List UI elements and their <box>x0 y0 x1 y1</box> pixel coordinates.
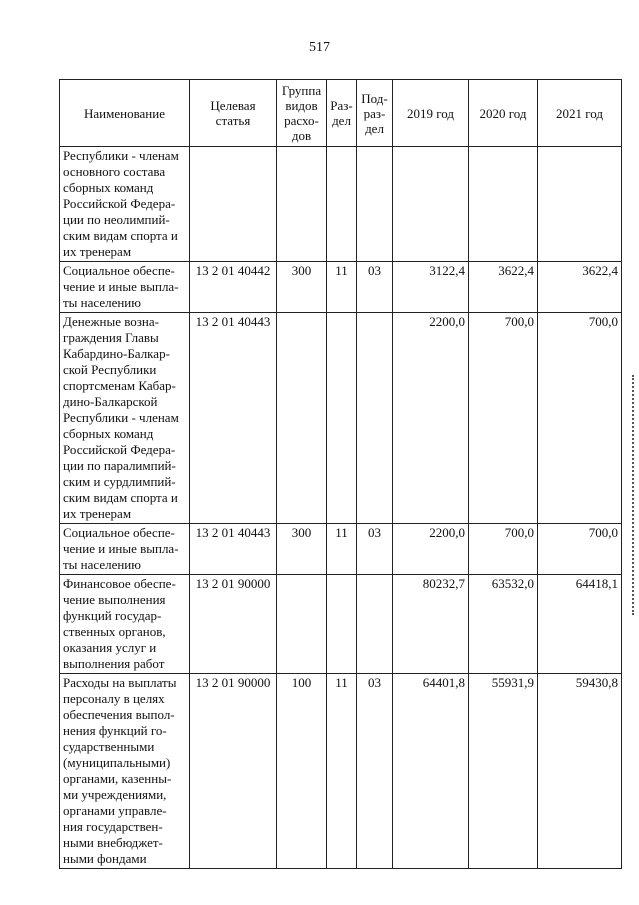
row-target-article <box>190 147 277 262</box>
row-expense-group: 300 <box>277 262 327 313</box>
table-row <box>60 147 622 262</box>
header-target-article: Целевая статья <box>190 80 277 147</box>
row-2021: 700,0 <box>538 313 622 524</box>
row-subsection: 03 <box>357 674 393 869</box>
row-2021: 59430,8 <box>538 674 622 869</box>
row-2019: 2200,0 <box>393 524 469 575</box>
row-2020: 63532,0 <box>469 575 538 674</box>
row-2019 <box>393 147 469 262</box>
page-number: 517 <box>309 40 330 55</box>
table-row <box>60 575 622 674</box>
row-name: Социальное обеспе- чение и иные выпла- ты населению <box>60 262 190 313</box>
header-2019: 2019 год <box>393 80 469 147</box>
row-section <box>327 575 357 674</box>
row-target-article: 13 2 01 40443 <box>190 524 277 575</box>
table-row <box>60 313 622 524</box>
row-2020: 700,0 <box>469 524 538 575</box>
row-2019: 2200,0 <box>393 313 469 524</box>
row-name: Республики - членам основного состава сборных команд Российской Федера- ции по неолимпий- ским видам спорта и их тренерам <box>60 147 190 262</box>
header-row <box>60 80 622 147</box>
row-expense-group <box>277 313 327 524</box>
row-expense-group: 300 <box>277 524 327 575</box>
row-2021: 700,0 <box>538 524 622 575</box>
table-row <box>60 524 622 575</box>
row-subsection: 03 <box>357 524 393 575</box>
row-section: 11 <box>327 262 357 313</box>
row-section <box>327 147 357 262</box>
row-subsection: 03 <box>357 262 393 313</box>
row-2019: 80232,7 <box>393 575 469 674</box>
header-name: Наименование <box>60 80 190 147</box>
row-expense-group <box>277 147 327 262</box>
row-subsection <box>357 575 393 674</box>
row-2020: 700,0 <box>469 313 538 524</box>
table-row <box>60 262 622 313</box>
row-2021 <box>538 147 622 262</box>
row-2021: 64418,1 <box>538 575 622 674</box>
row-target-article: 13 2 01 40442 <box>190 262 277 313</box>
row-2020: 55931,9 <box>469 674 538 869</box>
header-expense-group: Группа видов расхо- дов <box>277 80 327 147</box>
row-name: Денежные возна- граждения Главы Кабардино-Балкар- ской Республики спортсменам Кабар- дино-Балкарской Республики - членам сборных команд Российской Федера- ции по паралимпий- ским и сурдлимпий- ским видам спорта и их тренерам <box>60 313 190 524</box>
row-target-article: 13 2 01 90000 <box>190 575 277 674</box>
row-expense-group <box>277 575 327 674</box>
row-name: Социальное обеспе- чение и иные выпла- ты населению <box>60 524 190 575</box>
row-section <box>327 313 357 524</box>
row-expense-group: 100 <box>277 674 327 869</box>
row-subsection <box>357 313 393 524</box>
row-2020 <box>469 147 538 262</box>
header-2021: 2021 год <box>538 80 622 147</box>
table-row <box>60 674 622 869</box>
row-section: 11 <box>327 674 357 869</box>
row-name: Расходы на выплаты персоналу в целях обеспечения выпол- нения функций го- сударственными (муниципальными) органами, казенны- ми учреждениями, органами управле- ния государствен- ными внебюджет- ными фондами <box>60 674 190 869</box>
row-2021: 3622,4 <box>538 262 622 313</box>
row-name: Финансовое обеспе- чение выполнения функций государ- ственных органов, оказания услуг и выполнения работ <box>60 575 190 674</box>
row-2019: 3122,4 <box>393 262 469 313</box>
budget-table <box>59 79 622 869</box>
header-subsection: Под- раз- дел <box>357 80 393 147</box>
row-section: 11 <box>327 524 357 575</box>
row-2020: 3622,4 <box>469 262 538 313</box>
row-target-article: 13 2 01 90000 <box>190 674 277 869</box>
header-section: Раз- дел <box>327 80 357 147</box>
row-target-article: 13 2 01 40443 <box>190 313 277 524</box>
scan-edge-mark <box>632 375 637 615</box>
header-2020: 2020 год <box>469 80 538 147</box>
row-subsection <box>357 147 393 262</box>
row-2019: 64401,8 <box>393 674 469 869</box>
